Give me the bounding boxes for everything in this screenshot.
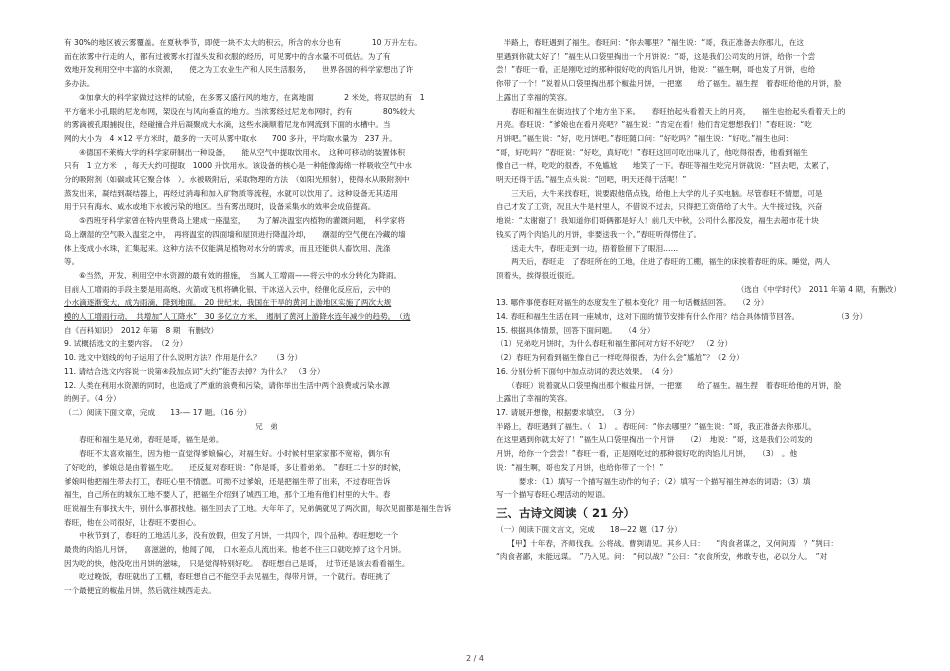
text-line: 钱买了两个肉馅儿的月饼，非要送我一个。”春旺听得愣住了。 bbox=[496, 229, 702, 239]
text-line: 目前人工增雨的手段主要是用高炮、火箭或飞机将碘化银、干冰送入云中，经催化反应后，云中的 bbox=[64, 284, 391, 294]
text-line: “哥，好吃吗？”春旺说：“好吃，真好吃！”春旺这回可吃出味儿了，他吃得很香，他看到福生 bbox=[496, 147, 808, 157]
text-line: 上露出了幸福的笑容。 bbox=[496, 92, 572, 102]
underlined-text-line: 小水滴逐渐变大，成为雨滴，降到地面。 20 世纪末，我国在干旱的黄河上游地区实施了两次大规 bbox=[64, 298, 392, 308]
question-11: 11. 请结合选文内容说一说第④段加点词“大约”能否去掉？为什么？ （3 分） bbox=[64, 366, 325, 376]
text-line: 尝！”春旺一看，正是刚吃过的那种很好吃的肉馅儿月饼，他说：“福生啊，哥也发了月饼，也给 bbox=[496, 65, 816, 75]
text-line: 你带了一个！”说着从口袋里掏出那个椒盐月饼，一把塞 给了福生。福生捏 着春旺给他的月饼，脸 bbox=[496, 79, 842, 89]
text-line: 用于只有海水、咸水或地下水被污染的地区。当有雾出现时，设备采集水的效率会成倍提高。 bbox=[64, 202, 376, 212]
text-line: （一）阅读下面文言文，完成 18—22 题（17 分） bbox=[496, 524, 682, 534]
text-line: 半路上，春旺遇到了福生。（ 1） 。春旺问：“你去哪里？”福生说：“哥，我正准备去你那儿， bbox=[496, 421, 817, 431]
text-line: 两天后，春旺走 了春旺所在的工地，住进了春旺的工棚，福生的床挨着春旺的床。睡觉，两人 bbox=[496, 257, 831, 267]
text-line: 最贵的肉馅儿月饼， 喜滋滋的，他闻了闻， 口水差点儿流出来。他老不住三口就吃掉了这个月饼。 bbox=[64, 545, 406, 555]
text-line: 在这里遇到你就太好了！”福生从口袋里掏出一个月饼 （2） 地说：“哥，这是我们公司发的 bbox=[496, 435, 813, 445]
text-line: 因为吃的快，他没吃出月饼的滋味， 只是觉得特别好吃。 春旺想自己是哥， 过节还是该去看看福生。 bbox=[64, 558, 410, 568]
text-line: 的雾滴被孔眼捕捉住，经碰撞合并后凝聚成大水滴，这些水滴顺着尼龙布网流到下面的水槽中。当 bbox=[64, 120, 391, 130]
question-17: 17. 请展开想像，根据要求填空。 （3 分） bbox=[496, 407, 640, 417]
text-line: 只有 1 立方米 ，每天大约可提取 1000 升饮用水。该设备的核心是一种能像海绵一样吸收空气中水 bbox=[64, 161, 412, 171]
text-line: 地说：“太谢谢了！我知道你们哥俩都是好人！前几天中秋，公司什么都没发，福生去超市花十块 bbox=[496, 216, 819, 226]
text-line: 的例子。（4 分） bbox=[64, 394, 121, 404]
text-line: 多办法。 bbox=[64, 79, 95, 89]
text-line: ⑥当然，开发、利用空中水资源的最有效的措施， 当属人工增雨——将云中的水分转化为降雨。 bbox=[64, 270, 402, 280]
question-15-1: （1）兄弟吃月饼时，为什么春旺和福生都问对方好不好吃？ （2 分） bbox=[496, 339, 733, 349]
question-14: 14. 春旺和福生生活在同一座城市，这对下面的情节安排有什么作用？结合具体情节回答。 （3 分） bbox=[496, 312, 868, 322]
text-line: 有 30%的地区被云雾覆盖。在夏秋季节，即使一块不太大的积云，所含的水分也有 10 万升左右。 bbox=[64, 38, 422, 47]
text-line: 说：“福生啊，哥也发了月饼，也给你带了一个！” bbox=[496, 462, 664, 472]
text-line: 春旺不太喜欢福生，因为他一直觉得爹娘偏心，对福生好。小时候村里家家都不宽裕，偶尔有 bbox=[64, 449, 391, 459]
article-title: 兄 弟 bbox=[255, 421, 278, 431]
text-line: 平方毫米小孔眼的尼龙布网，架设在与风向垂直的地方。当浓雾经过尼龙布网时，约有 80%较大 bbox=[64, 106, 415, 116]
question-12: 12. 人类在利用水资源的同时，也造成了严重的浪费和污染，请你举出生活中两个浪费或污染水源 bbox=[64, 380, 390, 390]
section-heading: 三、古诗文阅读（ 21 分） bbox=[496, 505, 636, 520]
text-line: ③加拿大的科学家做过这样的试验，在多雾又盛行风的地方，在离地面 2 米处，将双层的有 1 bbox=[64, 92, 425, 102]
text-line: 分的吸附剂（如碳或其它聚合体 ）。水被吸附后，采取物理的方法 （如阳光照射），使得水从吸附剂中 bbox=[64, 175, 410, 185]
text-line: 月饼，给你一个尝尝！”春旺一看，正是刚吃过的那种很好吃的肉馅儿月饼， （3） 。他 bbox=[496, 449, 798, 459]
right-column bbox=[496, 36, 901, 564]
text-line: 自己才发了工资，况且大牛是村里人，不借说不过去，只得把工资借给了大牛。大牛接过钱，兴奋 bbox=[496, 202, 823, 212]
text-line: 吃过晚饭，春旺就出了工棚，春旺想自己不能空手去见福生，得带月饼，一个就行。春旺挑了 bbox=[64, 572, 391, 582]
text-line: （春旺）说着就从口袋里掏出那个椒盐月饼，一把塞 给了福生。福生捏 着春旺给他的月饼，脸 bbox=[496, 380, 842, 390]
text-line: 要求：（1）填写一个描写福生动作的句子；（2）填写一个描写福生神态的词语；（3）填 bbox=[496, 476, 811, 486]
text-line: 而在浓雾中行走的人，都有过被雾水打湿头发和衣服的经历，可见雾中的含水量不可低估。为了有 bbox=[64, 51, 391, 61]
text-line: 福生，自己所在的城东工地不要人了，把福生介绍到了城西工地，那个工地有他们村里的大牛。春 bbox=[64, 490, 391, 500]
left-column bbox=[64, 36, 469, 598]
text-line: 春旺和福生是兄弟，春旺是哥，福生是弟。 bbox=[64, 435, 224, 445]
text-line: 月亮。春旺说：“爹娘也在看月亮吧？”福生说：“肯定在看！他们肯定想想我们！”春旺说：“吃 bbox=[496, 120, 812, 130]
text-line: 顶着头，挨得很近很近。 bbox=[496, 270, 580, 280]
text-line: 爹娘叫他把福生带去打工，春旺心里不情愿。可拗不过爹娘，还是把福生带了出来，不过春旺告诉 bbox=[64, 476, 391, 486]
text-line: 上露出了幸福的笑容。 bbox=[496, 394, 572, 404]
text-line: 三天后，大牛来找春旺，说要跟他借点钱，给他上大学的儿子买电脑。尽管春旺不情愿，可是 bbox=[496, 188, 823, 198]
section-heading: （二）阅读下面文章，完成 13-— 17 题。（16 分） bbox=[64, 407, 252, 417]
text-line: 网的大小为 4 ×12 平方米时，最多的一天可从雾中取水 700 多升，平均取水量为 237 升。 bbox=[64, 133, 397, 143]
question-16: 16. 分别分析下面句中加点动词的表达效果。 （4 分） bbox=[496, 366, 678, 376]
underlined-text-line: 模的人工增雨行动， 共增加“人工降水” 30 多亿立方米， 遏制了黄河上游降水连年减少的趋势。 （选 bbox=[64, 312, 411, 322]
question-15: 15. 根据具体情景，回答下面问题。 （4 分） bbox=[496, 325, 655, 335]
question-10: 10. 选文中划线的句子运用了什么说明方法？作用是什么？ （3 分） bbox=[64, 353, 303, 363]
text-line: 明天还得干活。”福生点头说：“回吧，明天还得干活呢！” bbox=[496, 175, 687, 185]
text-line: 等。 bbox=[64, 257, 80, 267]
text-line: 送走大牛，春旺走到一边，捂着脸留下了眼泪…… bbox=[496, 243, 679, 253]
text-line: 中秋节到了，春旺的工地活儿多，没有放假，但发了月饼，一共四个，四个品种。春旺想吃一个 bbox=[64, 531, 399, 541]
text-line: ④德国不莱梅大学的科学家研制出一种设备， 能从空气中提取饮用水。 这种可移动的装置体积 bbox=[64, 147, 405, 157]
text-line: 月饼吧。”福生说：“好，吃月饼吧。”春旺随口问：“好吃吗？”福生说：“好吃。”福生也问： bbox=[496, 133, 794, 143]
question-15-2: （2）春旺为何看到福生像自己一样吃得很香，为什么会“尴尬”？（2 分） bbox=[496, 353, 744, 363]
text-line: ⑤西班牙科学家曾在特内里费岛上建成一座温室， 为了解决温室内植物的灌溉问题， 科学家将 bbox=[64, 216, 405, 226]
text-line: 写一个描写春旺心理活动的短语。 bbox=[496, 490, 610, 500]
text-line: 像自己一样，吃吃的很香，不免尴尬 地笑了一下。春旺等福生吃完月饼就说：“回去吧，太累了， bbox=[496, 161, 835, 171]
text-line: 蒸发出来，凝结到凝结器上，再经过消毒和加入矿物质等流程，水就可以饮用了。这种设备无其适用 bbox=[64, 188, 399, 198]
source-line: （选自《中学时代》 2011 年第 4 期，有删改） bbox=[736, 284, 901, 294]
text-line: 一个最便宜的椒盐月饼，然后就往城西走去。 bbox=[64, 586, 216, 596]
text-line: “肉食者鄙，未能远谋。 ”乃入见。问： “何以战？”公曰：“衣食所安，弗敢专也，必以分人。 ”对 bbox=[496, 552, 828, 562]
source-line: 自《百科知识》 2012 年第 8 期 有删改） bbox=[64, 325, 219, 335]
text-line: 岛上潮湿的空气吸入温室之中， 再将温室的四面墙和屋顶进行降温冷却， 潮湿的空气便在冷藏的墙 bbox=[64, 229, 406, 239]
question-9: 9. 试概括选文的主要内容。 （2 分） bbox=[64, 339, 188, 349]
page-number: 2 / 4 bbox=[466, 654, 484, 663]
text-line: 旺说福生有事找大牛，别什么事都找他。福生回去了工地。大年年了，兄弟俩就见了两次面，每次见面都是福生告诉 bbox=[64, 503, 452, 513]
text-line: 效地开发利用空中丰富的水资源， 使之为工农业生产和人民生活服务， 世界各国的科学家想出了许 bbox=[64, 65, 414, 75]
text-line: 体上变成小水珠，汇集起来。这种方法不仅能满足植物对水分的需求，而且还能供人畜饮用、洗涤 bbox=[64, 243, 391, 253]
text-line: 了好吃的，爹娘总是由着福生吃。 还反复对春旺说：“你是哥，多让着弟弟。 ”春旺二十岁的时候， bbox=[64, 462, 406, 472]
text-line: 春旺和福生在街边找了个地方坐下来。 春旺抬起头看着天上的月亮， 福生也抬起头看着天上的 bbox=[496, 106, 846, 116]
text-line: 里遇到你就太好了！”福生从口袋里掏出一个月饼说：“哥，这是我们公司发的月饼，给你一个尝 bbox=[496, 51, 816, 61]
text-line: 半路上，春旺遇到了福生。春旺问：“你去哪里？”福生说：“哥，我正准备去你那儿，在这 bbox=[496, 38, 804, 47]
text-line: 春旺，他在公司很好，让春旺不要担心。 bbox=[64, 517, 201, 527]
text-line: 【甲】十年春，齐师伐我。公将战。曹刿请见。其乡人曰： “肉食者谋之，又何间焉 ？”刿曰： bbox=[496, 538, 838, 548]
question-13: 13. 哪件事使春旺对福生的态度发生了根本变化？用一句话概括回答。 （2 分） bbox=[496, 298, 769, 308]
